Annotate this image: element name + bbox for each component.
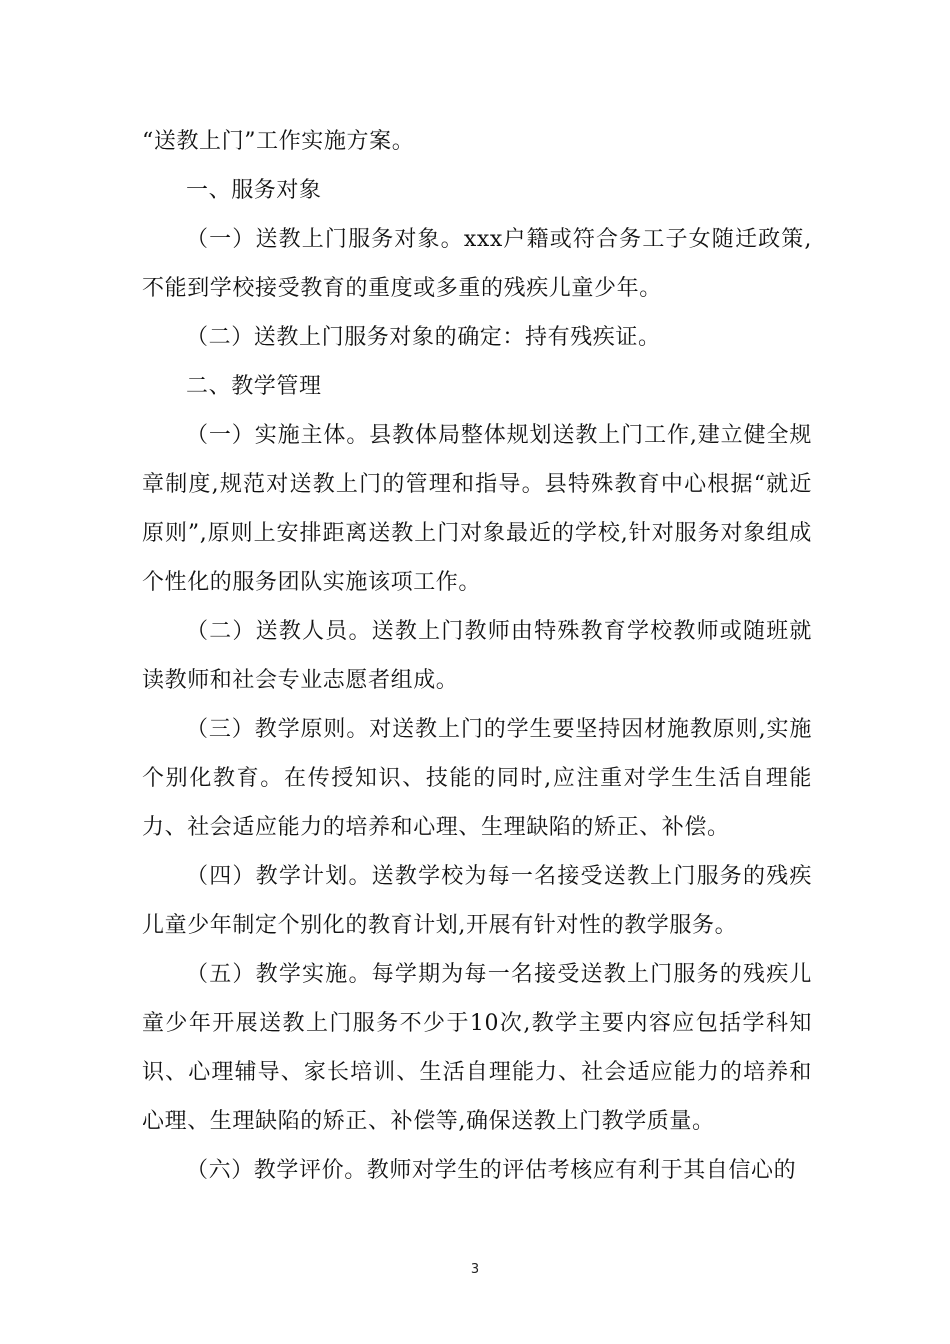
paragraph-intro: “送教上门”工作实施方案。 xyxy=(142,129,415,154)
page-number: 3 xyxy=(470,1262,480,1277)
paragraph-service-targets-2: （二）送教上门服务对象的确定：持有残疾证。 xyxy=(186,325,661,350)
paragraph-teaching-staff: （二）送教人员。送教上门教师由特殊教育学校教师或随班就读教师和社会专业志愿者组成。 xyxy=(142,619,812,693)
paragraph-teaching-plan: （四）教学计划。送教学校为每一名接受送教上门服务的残疾儿童少年制定个别化的教育计划,开展有针对性的教学服务。 xyxy=(142,864,812,938)
paragraph-teaching-principle: （三）教学原则。对送教上门的学生要坚持因材施教原则,实施个别化教育。在传授知识、技能的同时,应注重对学生生活自理能力、社会适应能力的培养和心理、生理缺陷的矫正、补偿。 xyxy=(142,717,812,840)
section-heading-service-targets: 一、服务对象 xyxy=(186,178,322,203)
paragraph-teaching-evaluation: （六）教学评价。教师对学生的评估考核应有利于其自信心的 xyxy=(186,1158,797,1183)
paragraph-service-targets-1: （一）送教上门服务对象。xxx户籍或符合务工子女随迁政策,不能到学校接受教育的重度或多重的残疾儿童少年。 xyxy=(142,227,812,301)
paragraph-implementation-body: （一）实施主体。县教体局整体规划送教上门工作,建立健全规章制度,规范对送教上门的管理和指导。县特殊教育中心根据“就近原则”,原则上安排距离送教上门对象最近的学校,针对服务对象组成个性化的服务团队实施该项工作。 xyxy=(142,423,812,595)
section-heading-teaching-management: 二、教学管理 xyxy=(186,374,322,399)
paragraph-teaching-implementation: （五）教学实施。每学期为每一名接受送教上门服务的残疾儿童少年开展送教上门服务不少于10次,教学主要内容应包括学科知识、心理辅导、家长培训、生活自理能力、社会适应能力的培养和心理、生理缺陷的矫正、补偿等,确保送教上门教学质量。 xyxy=(142,962,812,1134)
